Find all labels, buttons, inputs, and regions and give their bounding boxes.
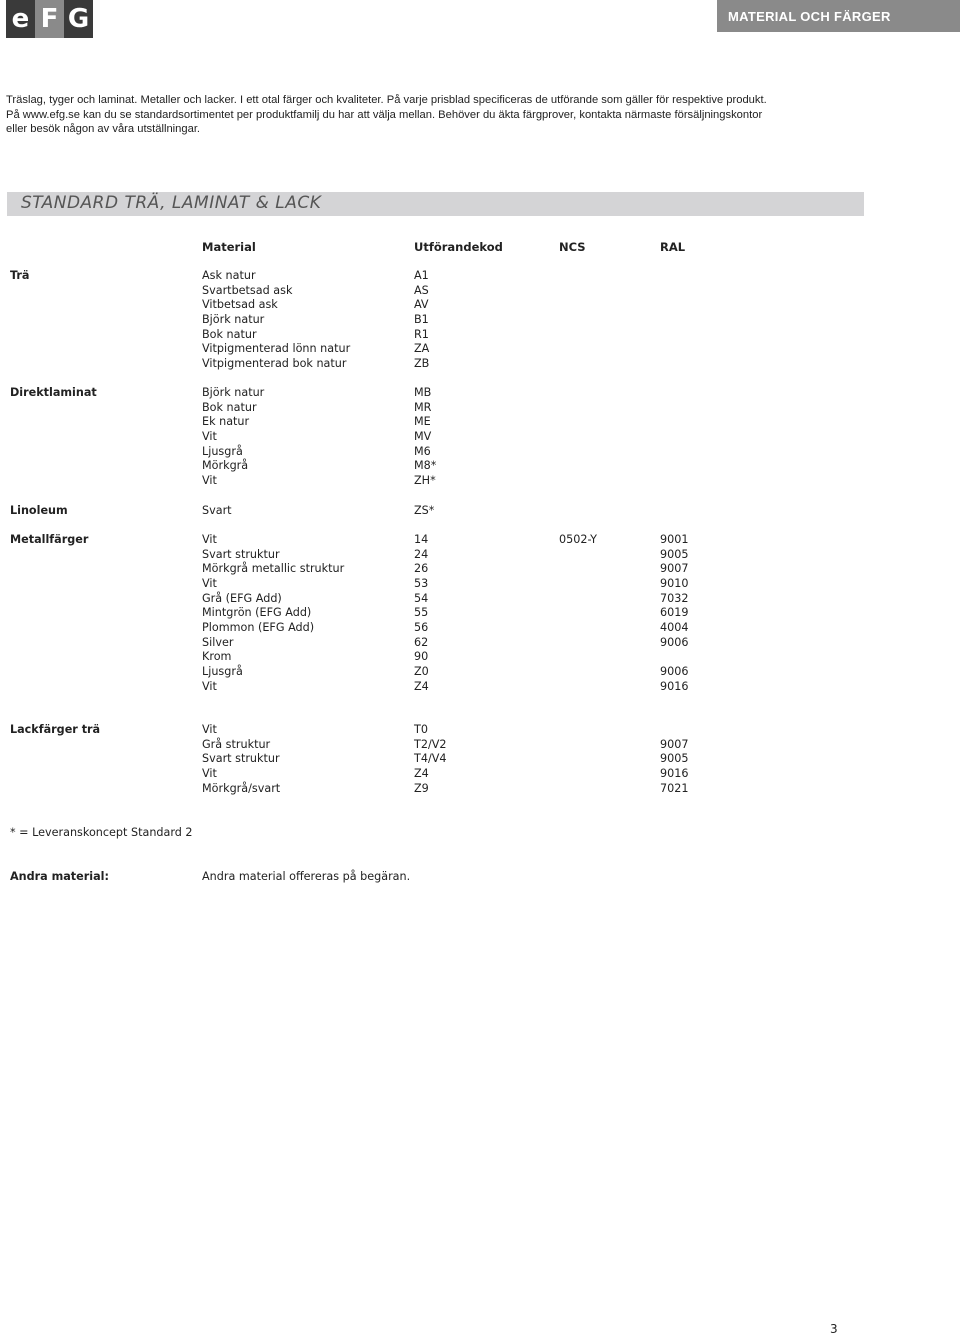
other-materials-label: Andra material: (10, 870, 109, 883)
table-cell-code: B1 (414, 312, 429, 326)
table-cell-code: ZB (414, 356, 430, 370)
table-cell-code: 54 (414, 591, 429, 605)
table-cell-material: Björk natur (202, 386, 265, 399)
table-cell-code: 26 (414, 562, 429, 576)
table-cell-ral: 7032 (660, 591, 689, 605)
column-header-material: Material (202, 240, 256, 254)
table-cell-material: Vit (202, 576, 217, 590)
intro-line: På www.efg.se kan du se standardsortimentet per produktfamilj du har att välja mellan. Behöver du äkta färgprover, kontakta närmaste försäljningskontor (6, 108, 763, 121)
table-cell-material: Ljusgrå (202, 664, 243, 678)
table-cell-code: MB (414, 386, 432, 399)
table-cell-ral: 9001 (660, 533, 689, 546)
table-cell-code: A1 (414, 269, 429, 282)
intro-line: Träslag, tyger och laminat. Metaller och lacker. I ett otal färger och kvaliteter. På varje prisblad specificeras de utförande som gäller för respektive produkt. (6, 94, 767, 106)
table-cell-material: Svart (202, 504, 232, 517)
table-cell-material: Svart struktur (202, 752, 280, 766)
table-cell-code: M6 (414, 444, 431, 458)
table-cell-code: 53 (414, 576, 429, 590)
table-cell-code: AV (414, 298, 429, 312)
table-cell-material: Bok natur (202, 400, 257, 414)
footnote: * = Leveranskoncept Standard 2 (10, 826, 193, 839)
table-cell-code: 55 (414, 606, 429, 620)
table-cell-code: MV (414, 429, 432, 443)
intro-line: eller besök någon av våra utställningar. (6, 123, 201, 136)
table-cell-code: 90 (414, 650, 429, 664)
efg-logo (6, 0, 93, 38)
table-cell-code: M8* (414, 459, 437, 473)
table-cell-code: AS (414, 283, 429, 297)
section-title: STANDARD TRÄ, LAMINAT & LACK (21, 193, 322, 213)
column-header-code: Utförandekod (414, 240, 503, 254)
category-label: Metallfärger (10, 533, 89, 546)
table-cell-code: T0 (414, 723, 428, 736)
logo-letter-f: F (35, 0, 64, 38)
table-cell-ncs: 0502-Y (559, 533, 598, 546)
page-header-title: MATERIAL OCH FÄRGER (717, 0, 960, 32)
table-cell-ral: 7021 (660, 781, 689, 795)
table-cell-material: Mörkgrå metallic struktur (202, 562, 345, 576)
table-cell-code: ZS* (414, 504, 435, 517)
table-cell-material: Ljusgrå (202, 444, 243, 458)
table-cell-material: Mörkgrå (202, 459, 249, 473)
table-cell-code: ZA (414, 342, 430, 356)
section-header-bar (7, 192, 864, 216)
table-cell-material: Vitbetsad ask (202, 298, 278, 312)
table-cell-code: Z0 (414, 664, 429, 678)
other-materials-text: Andra material offereras på begäran. (202, 870, 411, 883)
table-cell-material: Ek natur (202, 415, 250, 429)
table-cell-code: R1 (414, 327, 429, 341)
table-cell-ral: 9016 (660, 766, 689, 780)
table-cell-material: Svartbetsad ask (202, 283, 293, 297)
table-cell-material: Svart struktur (202, 547, 280, 561)
table-cell-code: ME (414, 415, 431, 429)
table-cell-code: MR (414, 400, 432, 414)
table-cell-ral: 9005 (660, 547, 689, 561)
table-cell-material: Vit (202, 533, 217, 546)
table-cell-ral: 9007 (660, 562, 689, 576)
table-cell-material: Vit (202, 429, 217, 443)
table-cell-material: Plommon (EFG Add) (202, 620, 315, 634)
category-label: Trä (10, 269, 30, 282)
table-cell-material: Vit (202, 723, 217, 736)
table-cell-ral: 9005 (660, 752, 689, 766)
logo-letter-g: G (64, 0, 93, 38)
table-cell-ral: 4004 (660, 620, 689, 634)
table-cell-material: Silver (202, 635, 234, 649)
table-cell-code: 62 (414, 635, 429, 649)
table-cell-material: Bok natur (202, 327, 257, 341)
table-cell-code: Z9 (414, 781, 429, 795)
intro-text (6, 93, 886, 137)
table-cell-material: Vitpigmenterad bok natur (202, 356, 347, 370)
table-cell-code: ZH* (414, 473, 436, 487)
table-cell-material: Grå (EFG Add) (202, 591, 282, 605)
table-cell-code: T2/V2 (414, 737, 447, 751)
table-cell-code: Z4 (414, 766, 429, 780)
table-cell-ral: 9010 (660, 576, 689, 590)
table-cell-material: Vit (202, 473, 217, 487)
table-cell-code: T4/V4 (414, 752, 447, 766)
table-cell-material: Mintgrön (EFG Add) (202, 606, 312, 620)
category-label: Direktlaminat (10, 386, 97, 399)
table-cell-material: Vit (202, 766, 217, 780)
table-cell-ral: 6019 (660, 606, 689, 620)
column-header-ral: RAL (660, 240, 686, 254)
page-number: 3 (830, 1322, 838, 1336)
table-cell-material: Ask natur (202, 269, 256, 282)
category-label: Linoleum (10, 504, 68, 517)
table-cell-material: Vitpigmenterad lönn natur (202, 342, 351, 356)
category-label: Lackfärger trä (10, 723, 101, 736)
table-cell-material: Björk natur (202, 312, 265, 326)
column-header-ncs: NCS (559, 240, 586, 254)
table-cell-ral: 9007 (660, 737, 689, 751)
table-cell-ral: 9006 (660, 664, 689, 678)
table-cell-material: Vit (202, 679, 217, 693)
table-cell-material: Grå struktur (202, 737, 271, 751)
table-cell-code: Z4 (414, 679, 429, 693)
table-cell-material: Mörkgrå/svart (202, 781, 281, 795)
table-cell-code: 24 (414, 547, 429, 561)
table-cell-ral: 9016 (660, 679, 689, 693)
table-cell-code: 56 (414, 620, 429, 634)
table-cell-ral: 9006 (660, 635, 689, 649)
table-cell-code: 14 (414, 533, 429, 546)
table-cell-material: Krom (202, 650, 232, 664)
logo-letter-e: e (6, 0, 35, 38)
